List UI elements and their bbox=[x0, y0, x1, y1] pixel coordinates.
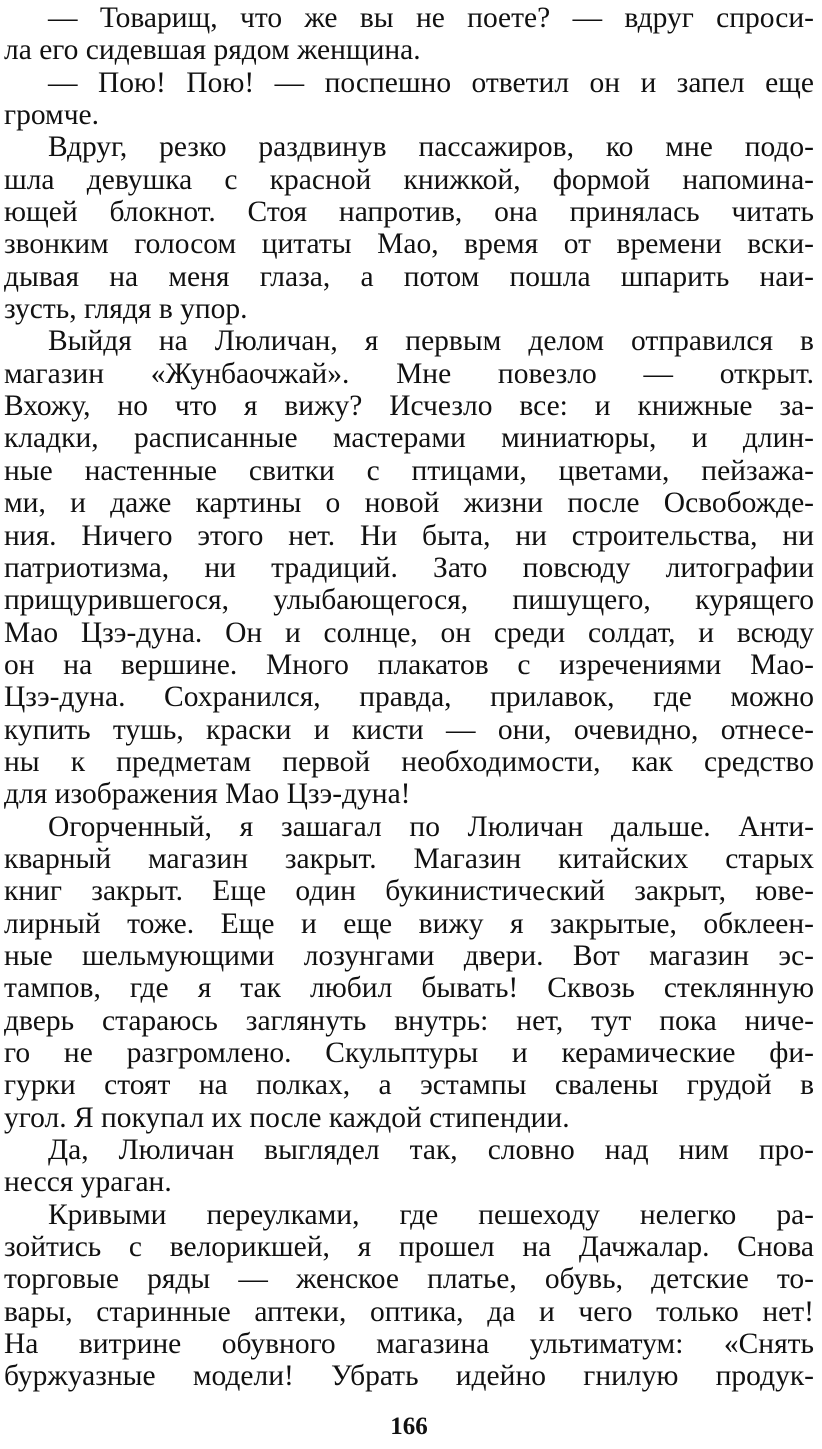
text-line: дверь стараюсь заглянуть внутрь: нет, тут пока ниче- bbox=[4, 1004, 814, 1037]
text-line: ла его сидевшая рядом женщина. bbox=[4, 34, 421, 67]
text-line: прищурившегося, улыбающегося, пишущего, курящего bbox=[4, 584, 814, 617]
text-line: Да, Люличан выглядел так, словно над ним про- bbox=[48, 1134, 814, 1167]
text-line: угол. Я покупал их после каждой стипендии. bbox=[4, 1101, 570, 1134]
text-line: книг закрыт. Еще один букинистический закрыт, юве- bbox=[4, 875, 814, 908]
page-text bbox=[4, 2, 814, 1393]
text-line: ны к предметам первой необходимости, как средство bbox=[4, 745, 814, 778]
text-line: громче. bbox=[4, 99, 100, 132]
text-line: Выйдя на Люличан, я первым делом отправился в bbox=[48, 325, 814, 358]
text-line: Огорченный, я зашагал по Люличан дальше. Анти- bbox=[48, 810, 814, 843]
text-line: Кривыми переулками, где пешеходу нелегко ра- bbox=[48, 1198, 814, 1231]
text-line: гурки стоят на полках, а эстампы свалены грудой в bbox=[4, 1069, 814, 1102]
text-line: Вдруг, резко раздвинув пассажиров, ко мне подо- bbox=[48, 131, 814, 164]
text-line: зусть, глядя в упор. bbox=[4, 293, 248, 326]
text-line: го не разгромлено. Скульптуры и керамические фи- bbox=[4, 1037, 814, 1069]
text-line: — Товарищ, что же вы не поете? — вдруг спроси- bbox=[48, 2, 814, 34]
text-line: Мао Цзэ-дуна. Он и солнце, он среди солдат, и всюду bbox=[4, 616, 814, 649]
text-line: ные настенные свитки с птицами, цветами, пейзажа- bbox=[4, 454, 814, 487]
text-line: Вхожу, но что я вижу? Исчезло все: и книжные за- bbox=[4, 390, 814, 423]
text-line: магазин «Жунбаочжай». Мне повезло — открыт. bbox=[4, 357, 814, 390]
text-line: На витрине обувного магазина ультиматум: «Снять bbox=[4, 1328, 814, 1361]
text-line: буржуазные модели! Убрать идейно гнилую продук- bbox=[4, 1360, 814, 1393]
page-number: 166 bbox=[390, 1413, 428, 1440]
text-line: зойтись с велорикшей, я прошел на Дачжалар. Снова bbox=[4, 1231, 814, 1264]
text-line: купить тушь, краски и кисти — они, очевидно, отнесе- bbox=[4, 713, 814, 746]
text-line: ные шельмующими лозунгами двери. Вот магазин эс- bbox=[4, 939, 814, 972]
text-line: для изображения Мао Цзэ-дуна! bbox=[4, 778, 411, 811]
text-line: он на вершине. Много плакатов с изречениями Мао- bbox=[4, 648, 814, 681]
text-line: звонким голосом цитаты Мао, время от времени вски- bbox=[4, 228, 814, 261]
text-line: ющей блокнот. Стоя напротив, она принялась читать bbox=[4, 196, 814, 229]
text-line: — Пою! Пою! — поспешно ответил он и запел еще bbox=[48, 66, 814, 99]
text-line: лирный тоже. Еще и еще вижу я закрытые, обклеен- bbox=[4, 907, 814, 940]
text-line: Цзэ-дуна. Сохранился, правда, прилавок, где можно bbox=[4, 681, 814, 714]
text-line: ния. Ничего этого нет. Ни быта, ни строительства, ни bbox=[4, 519, 814, 552]
text-line: шла девушка с красной книжкой, формой напомина- bbox=[4, 163, 814, 196]
book-page bbox=[4, 0, 814, 1449]
text-line: ми, и даже картины о новой жизни после Освобожде- bbox=[4, 487, 814, 520]
text-line: торговые ряды — женское платье, обувь, детские то- bbox=[4, 1263, 814, 1296]
text-line: несся ураган. bbox=[4, 1166, 172, 1199]
text-line: кладки, расписанные мастерами миниатюры, и длин- bbox=[4, 422, 814, 455]
text-line: тампов, где я так любил бывать! Сквозь стеклянную bbox=[4, 972, 814, 1005]
text-line: дывая на меня глаза, а потом пошла шпарить наи- bbox=[4, 260, 814, 293]
text-line: кварный магазин закрыт. Магазин китайских старых bbox=[4, 842, 814, 875]
text-line: патриотизма, ни традиций. Зато повсюду литографии bbox=[4, 551, 814, 584]
text-line: вары, старинные аптеки, оптика, да и чего только нет! bbox=[4, 1295, 814, 1328]
